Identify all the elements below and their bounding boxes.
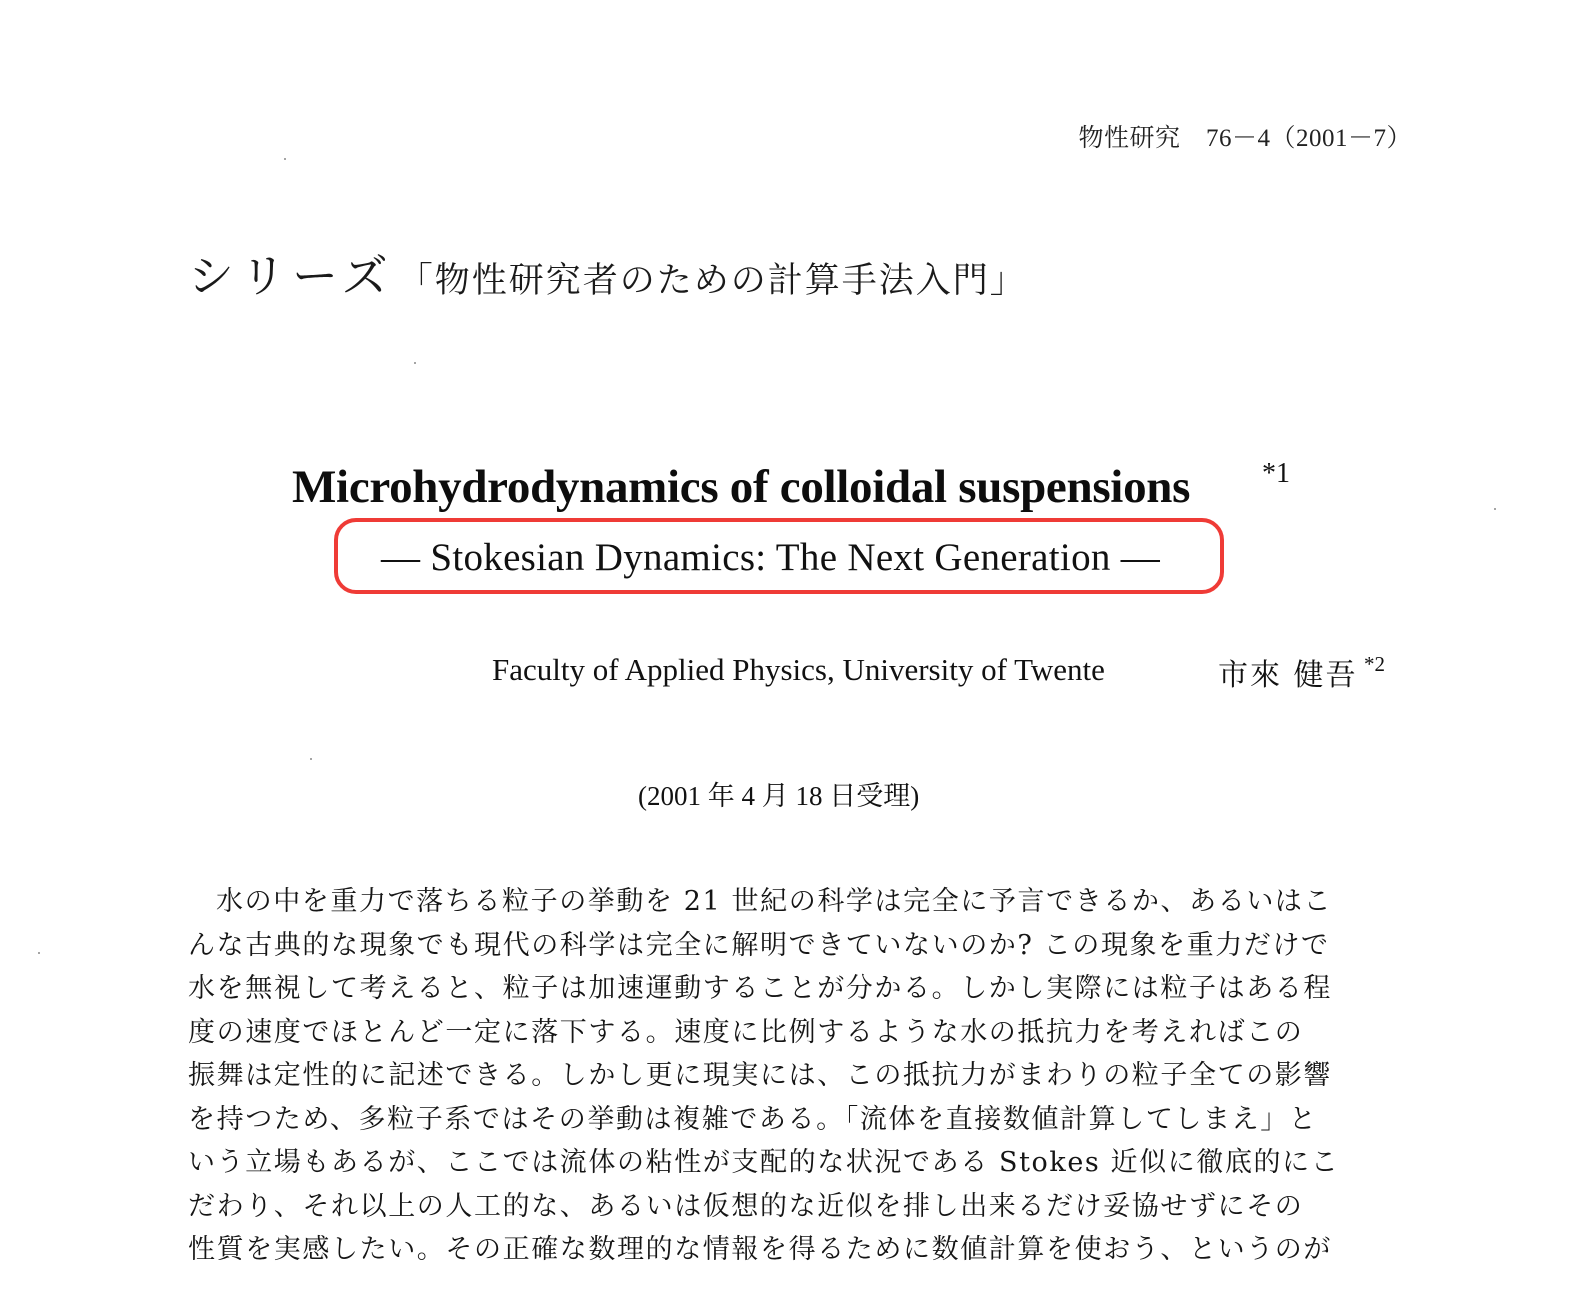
abstract-body [188,880,1380,1272]
author-name: 市來 健吾 [1218,658,1358,693]
body-line: を持つため、多粒子系ではその挙動は複雑である。「流体を直接数値計算してしまえ」と [188,1103,1318,1135]
author-footnote-mark: *2 [1364,652,1385,676]
series-heading [188,240,1027,306]
journal-reference: 物性研究 76－4（2001－7） [1078,125,1412,152]
series-label: シリーズ [188,249,394,303]
received-date: (2001 年 4 月 18 日受理) [638,781,920,811]
scan-speck [38,952,40,954]
series-title: 「物性研究者のための計算手法入門」 [397,261,1027,301]
body-line: 振舞は定性的に記述できる。しかし更に現実には、この抵抗力がまわりの粒子全ての影響 [188,1060,1332,1091]
paper-subtitle: — Stokesian Dynamics: The Next Generation — [381,536,1161,579]
body-line: だわり、それ以上の人工的な、あるいは仮想的な近似を排し出来るだけ妥協せずにその [188,1190,1304,1222]
body-line: 水を無視して考えると、粒子は加速運動することが分かる。しかし実際には粒子はある程 [188,973,1332,1004]
bottom-edge-fade [0,1275,1580,1295]
scan-speck [414,362,416,364]
body-line: 水の中を重力で落ちる粒子の挙動を 21 世紀の科学は完全に予言できるか、あるいはこ [216,886,1333,917]
author-affiliation: Faculty of Applied Physics, University of Twente [492,652,1105,687]
body-line: んな古典的な現象でも現代の科学は完全に解明できていないのか? この現象を重力だけで [188,929,1330,961]
scan-speck [310,758,312,760]
scan-speck [1494,508,1496,510]
scan-speck [284,158,286,160]
body-line: いう立場もあるが、ここでは流体の粘性が支配的な状況である Stokes 近似に徹底的にこ [188,1147,1340,1178]
paper-title: Microhydrodynamics of colloidal suspensions [292,461,1191,513]
body-line: 性質を実感したい。その正確な数理的な情報を得るために数値計算を使おう、というのが [188,1234,1332,1265]
body-line: 度の速度でほとんど一定に落下する。速度に比例するような水の抵抗力を考えればこの [188,1016,1304,1048]
title-footnote-mark: *1 [1262,458,1290,489]
